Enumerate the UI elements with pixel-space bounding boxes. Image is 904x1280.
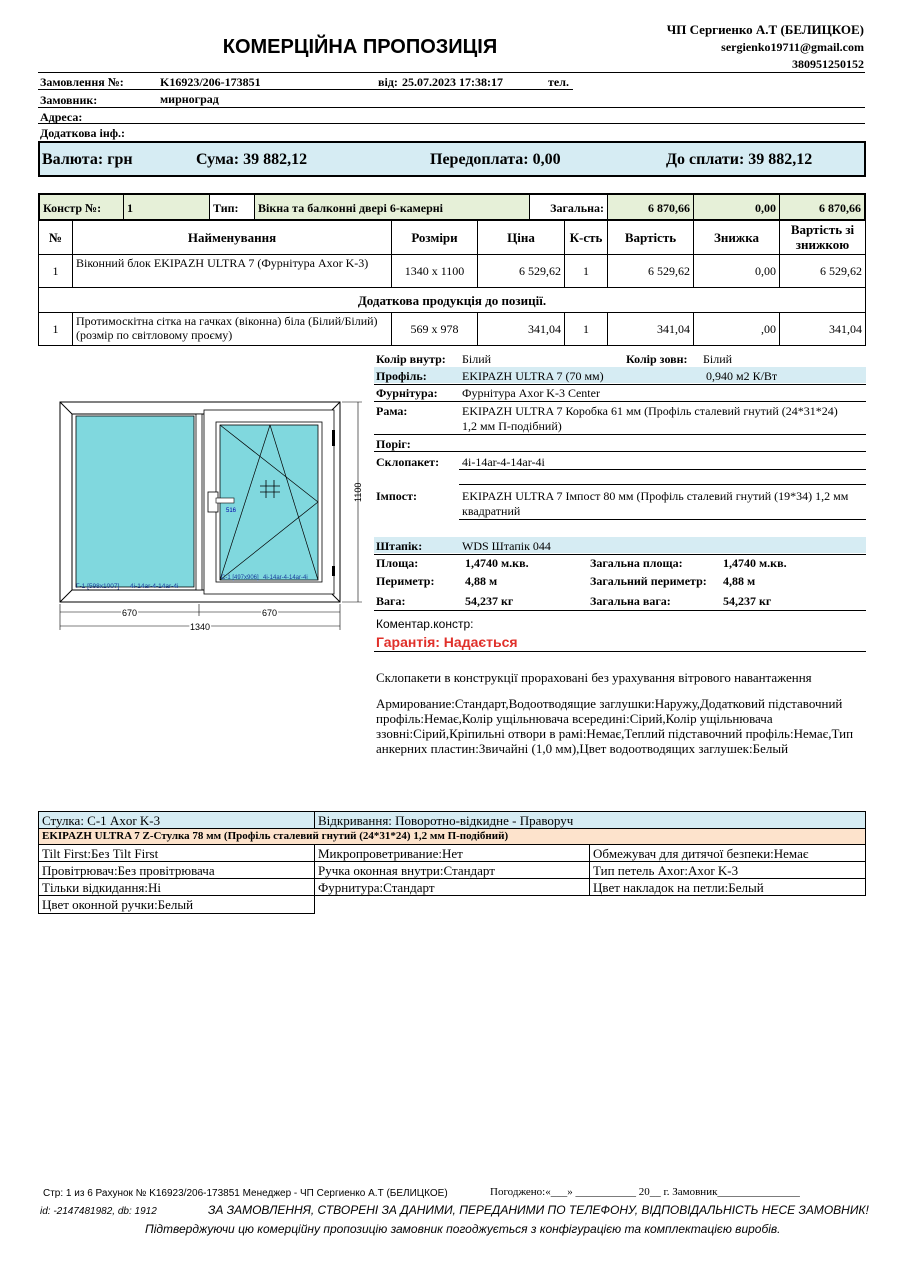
extra-row-total: 341,04: [779, 312, 866, 346]
prepay-value: 0,00: [532, 151, 561, 168]
frame-label: Рама:: [376, 404, 408, 418]
th-cost: Вартість: [607, 220, 694, 255]
row-size: 1340 x 1100: [391, 254, 478, 288]
sash-profile: EKIPAZH ULTRA 7 Z-Стулка 78 мм (Профіль сталевий гнутий (24*31*24) 1,2 мм П-подібний): [38, 828, 866, 845]
dim-height: 1100: [353, 482, 363, 502]
threshold-label: Поріг:: [376, 437, 411, 451]
construction-num: 1: [123, 193, 210, 220]
order-date-label: від:: [378, 75, 398, 89]
extra-row-no: 1: [38, 312, 73, 346]
customer-label: Замовник:: [40, 93, 98, 107]
th-qty: К-сть: [564, 220, 608, 255]
glass-value: 4i-14ar-4-14ar-4i: [462, 455, 545, 469]
order-number-label: Замовлення №:: [40, 75, 124, 89]
construction-total-discounted: 6 870,66: [779, 193, 866, 220]
right-glass-label: С-1 [497x906]: [221, 575, 259, 581]
dim-total: 1340: [190, 622, 211, 632]
footer-warning: ЗА ЗАМОВЛЕННЯ, СТВОРЕНІ ЗА ДАНИМИ, ПЕРЕДАНИМИ ПО ТЕЛЕФОНУ, ВІДПОВІДАЛЬНІСТЬ НЕСЕ ЗАМОВНИК!: [208, 1203, 869, 1217]
fittings-label: Фурнітура:: [376, 386, 438, 400]
sash-opt-hinge-covers: Цвет накладок на петли:Белый: [589, 878, 866, 896]
glass-label: Склопакет:: [376, 455, 440, 469]
color-in: Білий: [462, 352, 492, 366]
company-name: ЧП Сергиенко А.Т (БЕЛИЦКОЕ): [666, 22, 864, 37]
extra-products-title: Додаткова продукція до позиції.: [38, 287, 866, 313]
sash-title: Стулка: С-1 Axor K-3: [38, 811, 315, 829]
left-glass-label: Г-1 [598x1007]: [76, 583, 120, 590]
order-tel-label: тел.: [548, 75, 569, 89]
row-no: 1: [38, 254, 73, 288]
construction-total-label: Загальна:: [529, 193, 608, 220]
footer-id: id: -2147481982, db: 1912: [40, 1206, 157, 1217]
total-area-label: Загальна площа:: [590, 556, 683, 570]
frame-value: EKIPAZH ULTRA 7 Коробка 61 мм (Профіль сталевий гнутий (24*31*24) 1,2 мм П-подібний): [462, 404, 838, 433]
row-total: 6 529,62: [779, 254, 866, 288]
currency-label: Валюта:: [42, 151, 104, 168]
due-label: До сплати:: [666, 151, 745, 168]
color-in-label: Колір внутр:: [376, 352, 446, 366]
color-out: Білий: [703, 352, 733, 366]
profile-label: Профіль:: [376, 369, 427, 383]
sash-opt-handle-inside: Ручка оконная внутри:Стандарт: [314, 861, 590, 879]
fittings-value: Фурнітура Axor K-3 Center: [462, 386, 600, 400]
prepay-label: Передоплата:: [430, 151, 529, 168]
right-glass-formula: 4i-14ar-4-14ar-4i: [263, 575, 308, 581]
due-value: 39 882,12: [748, 151, 813, 168]
total-perimeter-label: Загальний периметр:: [590, 574, 707, 588]
weight-label: Вага:: [376, 594, 406, 608]
total-weight-label: Загальна вага:: [590, 594, 671, 608]
extra-row-qty: 1: [564, 312, 608, 346]
extra-info-label: Додаткова інф.:: [40, 126, 126, 140]
extra-row-size: 569 x 978: [391, 312, 478, 346]
th-discount: Знижка: [693, 220, 780, 255]
order-number: K16923/206-173851: [160, 75, 261, 89]
extra-row-discount: ,00: [693, 312, 780, 346]
sash-opt-hinge-type: Тип петель Axor:Axor K-3: [589, 861, 866, 879]
sash-opt-tilt-first: Tilt First:Без Tilt First: [38, 844, 315, 862]
left-glass-formula: 4i-14ar-4-14ar-4i: [130, 583, 179, 590]
area-label: Площа:: [376, 556, 419, 570]
construction-type-label: Тип:: [209, 193, 255, 220]
total-area-value: 1,4740 м.кв.: [723, 556, 787, 570]
th-name: Найменування: [72, 220, 392, 255]
sash-opt-tilt-only: Тільки відкидання:Ні: [38, 878, 315, 896]
currency-value: грн: [107, 151, 133, 168]
comment-label: Коментар.констр:: [376, 617, 474, 631]
total-perimeter-value: 4,88 м: [723, 574, 756, 588]
construction-type: Вікна та балконні двері 6-камерні: [254, 193, 530, 220]
total-weight-value: 54,237 кг: [723, 594, 772, 608]
weight-value: 54,237 кг: [465, 594, 514, 608]
impost-value: EKIPAZH ULTRA 7 Імпост 80 мм (Профіль сталевий гнутий (19*34) 1,2 мм квадратний: [462, 489, 849, 518]
dim-right: 670: [262, 608, 278, 618]
th-size: Розміри: [391, 220, 478, 255]
options-note: Армирование:Стандарт,Водоотводящие заглушки:Наружу,Додатковий підставочний профіль:Немає,Колір ущільнювача всередині:Сірий,Колір ущільнювача ззовні:Сірий,Кріпильні отвори в рамі:Немає,Теплий підставочний профіль:Немає,Тип анкерних пластин:Звичайні (1,0 мм),Цвет водоотводящих заглушек:Белый: [376, 696, 854, 756]
bead-value: WDS Штапік 044: [462, 539, 551, 553]
row-price: 6 529,62: [477, 254, 565, 288]
company-phone: 380951250152: [792, 57, 864, 71]
sash-opening: Відкривання: Поворотно-відкидне - Праворуч: [314, 811, 866, 829]
order-date: 25.07.2023 17:38:17: [402, 75, 503, 89]
extra-row-cost: 341,04: [607, 312, 694, 346]
extra-row-price: 341,04: [477, 312, 565, 346]
construction-discount: 0,00: [693, 193, 780, 220]
row-cost: 6 529,62: [607, 254, 694, 288]
area-value: 1,4740 м.кв.: [465, 556, 529, 570]
sash-opt-fittings: Фурнитура:Стандарт: [314, 878, 590, 896]
page-title: КОМЕРЦІЙНА ПРОПОЗИЦІЯ: [222, 36, 498, 58]
warranty-text: Гарантія: Надається: [376, 634, 518, 650]
th-total: Вартість зі знижкою: [779, 220, 866, 255]
address-label: Адреса:: [40, 110, 83, 124]
customer-value: мирноград: [160, 92, 219, 106]
extra-row-name: Протимоскітна сітка на гачках (віконна) біла (Білий/Білий) (розмір по світловому проєму): [72, 312, 392, 346]
company-email[interactable]: sergienko19711@gmail.com: [721, 40, 864, 54]
perimeter-label: Периметр:: [376, 574, 435, 588]
impost-label: Імпост:: [376, 489, 417, 503]
profile-u-value: 0,940 м2 К/Вт: [706, 369, 778, 383]
sash-opt-handle-color: Цвет оконной ручки:Белый: [38, 895, 315, 914]
row-qty: 1: [564, 254, 608, 288]
th-no: №: [38, 220, 73, 255]
row-discount: 0,00: [693, 254, 780, 288]
th-price: Ціна: [477, 220, 565, 255]
window-drawing: [50, 390, 370, 640]
row-name: Віконний блок EKIPAZH ULTRA 7 (Фурнітура Axor K-3): [72, 254, 392, 288]
dim-left: 670: [122, 608, 138, 618]
construction-total: 6 870,66: [607, 193, 694, 220]
footer-confirm: Підтверджуючи цю комерційну пропозицію замовник погоджується з конфігурацією та комплектацією виробів.: [145, 1222, 781, 1236]
sash-opt-ventilator: Провітрювач:Без провітрювача: [38, 861, 315, 879]
sash-opt-micro-vent: Микропроветривание:Нет: [314, 844, 590, 862]
glass-note: Склопакети в конструкції прораховані без урахування вітрового навантаження: [376, 670, 812, 685]
sash-opt-child-lock: Обмежувач для дитячої безпеки:Немає: [589, 844, 866, 862]
color-out-label: Колір зовн:: [626, 352, 688, 366]
footer-page-info: Стр: 1 из 6 Рахунок № K16923/206-173851 Менеджер - ЧП Сергиенко А.Т (БЕЛИЦКОЕ): [43, 1188, 448, 1199]
bead-label: Штапік:: [376, 539, 423, 553]
profile-value: EKIPAZH ULTRA 7 (70 мм): [462, 369, 604, 383]
footer-agreed: Погоджено:«___» ___________ 20__ г. Замовник_______________: [490, 1186, 800, 1198]
perimeter-value: 4,88 м: [465, 574, 498, 588]
sash-mark-text: 516: [226, 508, 237, 514]
construction-num-label: Констр №:: [38, 193, 124, 220]
sum-label: Сума:: [196, 151, 240, 168]
totals-bar: [38, 141, 866, 177]
sum-value: 39 882,12: [243, 151, 308, 168]
